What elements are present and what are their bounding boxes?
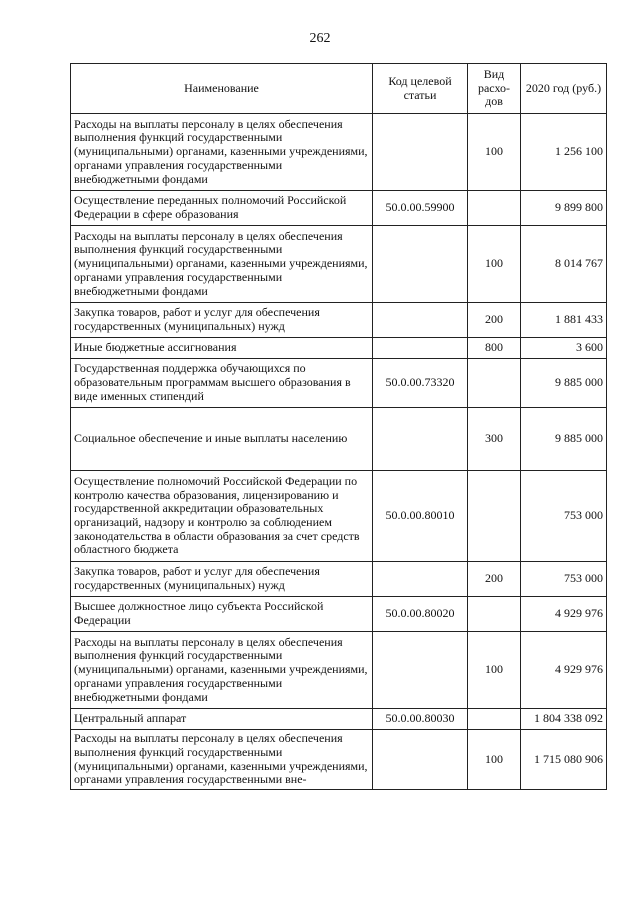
header-sum: 2020 год (руб.) [521,64,607,114]
row-sum: 9 885 000 [521,359,607,408]
row-sum: 1 715 080 906 [521,730,607,790]
row-sum: 3 600 [521,338,607,359]
table-row [71,597,607,632]
row-name: Высшее должностное лицо субъекта Российской Федерации [71,597,373,632]
row-code: 50.0.00.59900 [373,191,468,226]
table-row [71,471,607,562]
table-row [71,709,607,730]
row-sum: 753 000 [521,471,607,562]
row-type: 200 [468,303,521,338]
row-sum: 8 014 767 [521,226,607,303]
row-type: 300 [468,408,521,471]
row-type: 200 [468,562,521,597]
table-row [71,303,607,338]
row-name: Закупка товаров, работ и услуг для обеспечения государственных (муниципальных) нужд [71,562,373,597]
row-type: 100 [468,226,521,303]
row-code [373,226,468,303]
row-type [468,191,521,226]
table-row [71,632,607,709]
row-sum: 9 885 000 [521,408,607,471]
row-type: 100 [468,632,521,709]
table-row [71,408,607,471]
row-code [373,303,468,338]
row-name: Социальное обеспечение и иные выплаты населению [71,408,373,471]
table-row [71,562,607,597]
row-name: Осуществление переданных полномочий Российской Федерации в сфере образования [71,191,373,226]
table-row [71,226,607,303]
row-code: 50.0.00.80020 [373,597,468,632]
row-code: 50.0.00.80030 [373,709,468,730]
row-sum: 1 804 338 092 [521,709,607,730]
row-name: Расходы на выплаты персоналу в целях обеспечения выполнения функций государственными (муниципальными) органами, казенными учреждениями, органами управления государственными внебюджетными фондами [71,114,373,191]
table-row [71,114,607,191]
row-name: Закупка товаров, работ и услуг для обеспечения государственных (муниципальных) нужд [71,303,373,338]
row-code [373,114,468,191]
row-sum: 753 000 [521,562,607,597]
row-code [373,730,468,790]
row-code: 50.0.00.80010 [373,471,468,562]
budget-table [70,63,607,790]
row-code [373,408,468,471]
row-type [468,359,521,408]
row-name: Осуществление полномочий Российской Федерации по контролю качества образования, лицензированию и государственной аккредитации образовательных организаций, надзору и контролю за соблюдением законодательства в области образования за счет средств областного бюджета [71,471,373,562]
row-name: Центральный аппарат [71,709,373,730]
row-name: Государственная поддержка обучающихся по образовательным программам высшего образования в виде именных стипендий [71,359,373,408]
table-row [71,730,607,790]
row-name: Расходы на выплаты персоналу в целях обеспечения выполнения функций государственными (муниципальными) органами, казенными учреждениями, органами управления государственными внебюджетными фондами [71,632,373,709]
row-sum: 1 256 100 [521,114,607,191]
page-number: 262 [309,31,331,46]
row-type [468,709,521,730]
row-type: 800 [468,338,521,359]
table-header-row [71,64,607,114]
row-code [373,632,468,709]
row-type [468,597,521,632]
row-sum: 1 881 433 [521,303,607,338]
row-name: Расходы на выплаты персоналу в целях обеспечения выполнения функций государственными (муниципальными) органами, казенными учреждениями, органами управления государственными вне- [71,730,373,790]
row-code [373,338,468,359]
header-type: Вид расхо-дов [468,64,521,114]
row-code [373,562,468,597]
table-row [71,359,607,408]
row-name: Расходы на выплаты персоналу в целях обеспечения выполнения функций государственными (муниципальными) органами, казенными учреждениями, органами управления государственными внебюджетными фондами [71,226,373,303]
row-type: 100 [468,730,521,790]
table-row [71,338,607,359]
row-sum: 9 899 800 [521,191,607,226]
row-sum: 4 929 976 [521,632,607,709]
row-sum: 4 929 976 [521,597,607,632]
row-type: 100 [468,114,521,191]
header-code: Код целевой статьи [373,64,468,114]
row-name: Иные бюджетные ассигнования [71,338,373,359]
row-type [468,471,521,562]
header-name: Наименование [71,64,373,114]
table-row [71,191,607,226]
row-code: 50.0.00.73320 [373,359,468,408]
